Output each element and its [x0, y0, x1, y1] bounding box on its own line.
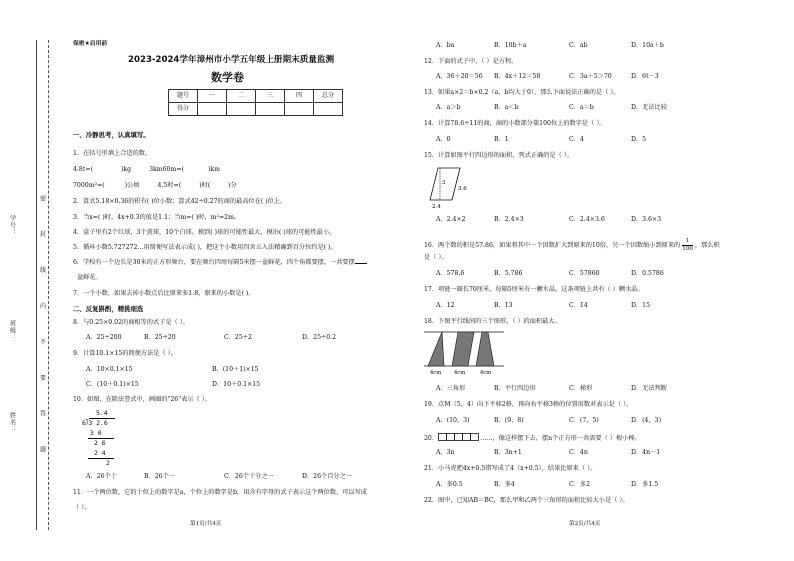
question-17: 17．项链一圈长70厘米，每隔5厘米有一颗水晶，这条项链上共有（ ）颗水晶。: [424, 286, 644, 293]
q17-option-b[interactable]: B．13: [494, 302, 513, 309]
division-step: 2 6: [94, 439, 106, 447]
fig-label-4cm: 4cm: [454, 370, 466, 376]
question-2: 2．算式5.18×0.36的积有( )位小数；算式42÷0.27的商的最高位在( )位上。: [73, 198, 287, 205]
q14-option-b[interactable]: B．1: [494, 136, 509, 143]
question-16: [424, 238, 720, 253]
question-4: 4．盒子里有2个红球，3个黄球，10个白球。摸到( )球的可能性最大，摸出( )球的可能性最小。: [73, 229, 336, 236]
question-11: 11．一个两位数，它的十位上的数字是a，个位上的数字是b，用含有字母的式子表示这个两位数，可以写成: [73, 489, 367, 496]
q13-option-b[interactable]: B．a＜b: [494, 104, 519, 111]
q11-option-a[interactable]: A．ba: [436, 42, 455, 49]
q15-option-c[interactable]: C．2.4×3.6: [569, 216, 605, 223]
q11-option-d[interactable]: D．10a＋b: [631, 42, 664, 49]
q12-option-c[interactable]: C．3a＋5＞70: [569, 73, 612, 80]
fig-label-3-6: 3.6: [458, 186, 467, 192]
score-table: [168, 89, 343, 116]
trapezoid-shape: [476, 332, 494, 366]
score-cell[interactable]: [256, 103, 285, 116]
triangle-shape: [428, 332, 444, 366]
q8-option-b[interactable]: B．25÷20: [144, 334, 176, 341]
score-header: 二: [227, 90, 256, 103]
question-5: 5．循环小数5.727272…用简便写法表示成( )，把这个小数用四舍五入法精确到百分位约是( )。: [73, 244, 337, 251]
q14-option-d[interactable]: D．5: [631, 136, 647, 143]
question-22: 22．图中，已知AB＝BC，那么甲和乙两个三角形的面积比较大小是（ ）。: [424, 497, 629, 504]
parallelogram-figure: [428, 162, 468, 210]
score-header: 题号: [169, 90, 198, 103]
score-header: 四: [285, 90, 314, 103]
parallel-shapes-figure: [424, 328, 504, 376]
q11-option-c[interactable]: C．ab: [569, 42, 588, 49]
q11-option-b[interactable]: B．10b＋a: [494, 42, 527, 49]
question-7: 7．一个小数，如果去掉小数点后比原来多1.8，原来的小数是( )。: [73, 290, 255, 297]
q15-option-d[interactable]: D．3.6×3: [631, 216, 662, 223]
banji-label: 班级：: [8, 320, 16, 341]
seal-text: 密 封 线 内 不 要 答 题: [38, 195, 46, 467]
q1-part: 7000m²=(: [73, 182, 105, 189]
q13-option-c[interactable]: C．a＝b: [569, 104, 594, 111]
seal-line: [48, 40, 49, 530]
q21-option-b[interactable]: B．多4: [494, 481, 515, 488]
fig-label-2-4: 2.4: [432, 204, 441, 210]
score-cell[interactable]: [314, 103, 343, 116]
footer-page-2: 第2页/共4页: [569, 521, 601, 527]
q9-option-a[interactable]: A．10×0.1×15: [86, 366, 133, 373]
question-18: 18．下图平行线间的三个图形，（ ）的面积最大。: [424, 318, 561, 325]
q17-option-d[interactable]: D．15: [631, 302, 651, 309]
division-step: 2 4: [94, 449, 106, 457]
q10-option-d[interactable]: D．26个百分之一: [302, 473, 352, 480]
q20-text: ……，像这样摆下去，摆n个正方形一共需要（ ）根小棒。: [480, 434, 641, 442]
q16-text: 16．两个数的积是57.86，如果将其中一个因数扩大到原来的10倍，另一个因数缩小到原来的: [424, 242, 681, 249]
q18-option-c[interactable]: C．梯形: [569, 385, 593, 392]
q10-option-a[interactable]: A．26个十: [86, 473, 117, 480]
q16-option-b[interactable]: B．5.786: [494, 270, 523, 277]
q19-option-c[interactable]: C．(7，5): [569, 417, 599, 424]
q1-part: )kg: [120, 166, 132, 173]
q1-part: 3km60m=(: [149, 166, 184, 173]
question-21: 21．小马虎把4x+0.5错写成了4（x+0.5），结果比原来（ ）。: [424, 465, 597, 472]
q8-option-a[interactable]: A．25÷200: [86, 334, 122, 341]
score-header: 三: [256, 90, 285, 103]
q6-blank[interactable]: [355, 263, 367, 264]
q19-option-a[interactable]: A．(10，3): [436, 417, 470, 424]
confidential-tag: 保密★启用前: [73, 41, 108, 47]
question-15: 15．计算如图平行四边形的面积，列式正确的是（ ）。: [424, 152, 574, 159]
score-header: 总分: [314, 90, 343, 103]
question-6-cont: 盆鲜花。: [77, 274, 102, 281]
q13-option-a[interactable]: A．a＞b: [436, 104, 461, 111]
q21-option-a[interactable]: A．多0.5: [436, 481, 463, 488]
q13-option-d[interactable]: D．无法比较: [631, 104, 667, 111]
q10-option-c[interactable]: C．26个十分之一: [224, 473, 274, 480]
q19-option-b[interactable]: B．(9，8): [494, 417, 524, 424]
q1-part: 4.5时=(: [157, 182, 182, 189]
binding-line: [36, 40, 37, 530]
division-quotient: 5.4: [96, 409, 108, 417]
q20-option-c[interactable]: C．4n: [569, 449, 588, 456]
q16-option-d[interactable]: D．0.5786: [631, 270, 664, 277]
q1-part: )公顷: [124, 182, 140, 189]
q14-option-a[interactable]: A．0: [436, 136, 451, 143]
q15-option-a[interactable]: A．2.4×2: [436, 216, 466, 223]
q12-option-a[interactable]: A．36＋20＝56: [436, 73, 483, 80]
question-8: 8．与0.25×0.02的商相等的式子是（ ）。: [73, 319, 189, 326]
q9-option-d[interactable]: D．10＋0.1×15: [212, 381, 261, 388]
fraction-numerator: 1: [682, 238, 693, 246]
fig-label-4cm: 4cm: [430, 370, 442, 376]
question-20: [424, 433, 641, 444]
division-step: 3 0: [90, 429, 102, 437]
q1-part: )时(: [199, 182, 211, 189]
q12-option-b[interactable]: B．4x＋12＝58: [494, 73, 541, 80]
q9-option-b[interactable]: B．(10＋1)×15: [212, 366, 259, 373]
q19-option-d[interactable]: D．(4，3): [631, 417, 662, 424]
fig-label-4cm: 4cm: [480, 370, 492, 376]
question-11-cont: （ ）。: [73, 504, 91, 511]
q21-option-c[interactable]: C．多2: [569, 481, 591, 488]
q1-line1: [73, 166, 220, 174]
score-cell[interactable]: [227, 103, 256, 116]
stick-squares-figure: [438, 433, 480, 444]
q6-text: 6．学校有一个边长是30米的正方形舞台，要在舞台四周每隔5米摆一盆鲜花，四个角都要摆，一共要摆: [73, 259, 355, 266]
long-division-figure: [80, 408, 120, 468]
q12-option-d[interactable]: D．6t－3: [631, 73, 659, 80]
parallelogram-shape-2: [452, 332, 474, 366]
xuehao-label: 学号：: [8, 215, 16, 236]
division-remainder: 2: [106, 459, 110, 467]
section-1-heading: 一、冷静思考，认真填写。: [73, 131, 150, 139]
score-cell[interactable]: [198, 103, 227, 116]
q20-number: 20．: [424, 434, 439, 442]
question-1: 1．在括号里填上合适的数。: [73, 150, 152, 157]
q15-option-b[interactable]: B．2.4×3: [494, 216, 524, 223]
question-10: 10．如图，在除法竖式中，画圈的"26"表示（ ）。: [73, 396, 211, 403]
score-header: 一: [198, 90, 227, 103]
q20-option-b[interactable]: B．3n+1: [494, 449, 522, 456]
question-6: [73, 259, 367, 267]
q14-option-c[interactable]: C．4: [569, 136, 584, 143]
question-3: 3．当x=( )时，4x+0.3的值是1.1；当m=( )时，m²=2m。: [73, 214, 241, 221]
fraction-denominator: 100: [682, 246, 693, 252]
q1-part: 4.8t=(: [73, 166, 93, 173]
fraction: [682, 238, 693, 253]
question-13: 13．如果a×2＝b×0.2（a、b均大于0），那么下面说法正确的是（ ）。: [424, 89, 620, 96]
q1-part: )km: [207, 166, 220, 173]
q10-option-b[interactable]: B．26个一: [144, 473, 175, 480]
q17-option-c[interactable]: C．14: [569, 302, 588, 309]
exam-title: 2023-2024学年漳州市小学五年级上册期末质量监测: [128, 55, 335, 65]
question-16-cont: 是（ ）。: [424, 254, 448, 261]
q16-text: ，那么积: [694, 242, 720, 249]
question-9: 9．计算10.1×15的简便方法是（ ）。: [73, 350, 177, 357]
score-row-label: 得分: [169, 103, 198, 116]
subject-title: 数学卷: [211, 71, 244, 84]
question-19: 19．点M（5，4）向下平移2格，再向右平移3格的位置用数对表示是（ ）。: [424, 401, 633, 408]
question-14: 14．计算78.6÷11的商，商的小数部分第100位上的数字是（ ）。: [424, 120, 606, 127]
footer-page-1: 第1页/共4页: [190, 521, 222, 527]
q8-option-c[interactable]: C．25÷2: [224, 334, 252, 341]
q20-option-d[interactable]: D．4n－1: [631, 449, 661, 456]
q1-line2: [73, 182, 237, 190]
question-12: 12．下面的式子中，（ ）是方程。: [424, 58, 518, 65]
score-cell[interactable]: [285, 103, 314, 116]
q16-option-c[interactable]: C．57860: [569, 270, 600, 277]
q9-option-c[interactable]: C．(10＋0.1)×15: [86, 381, 139, 388]
q18-option-b[interactable]: B．平行四边形: [494, 385, 536, 392]
q16-option-a[interactable]: A．578.6: [436, 270, 465, 277]
section-2-heading: 二、反复斟酌，精挑细选: [73, 305, 144, 313]
q17-option-a[interactable]: A．12: [436, 302, 455, 309]
q20-option-a[interactable]: A．3n: [436, 449, 455, 456]
q18-option-d[interactable]: D．无法判断: [631, 385, 667, 392]
division-dividend: 6⟌3 2.6: [82, 419, 108, 427]
q8-option-d[interactable]: D．25÷0.2: [302, 334, 337, 341]
xingming-label: 姓名：: [8, 412, 16, 433]
q21-option-d[interactable]: D．多1.5: [631, 481, 659, 488]
fig-label-3: 3: [442, 180, 446, 186]
q18-option-a[interactable]: A．三角形: [436, 385, 466, 392]
q1-part: )分: [228, 182, 237, 189]
